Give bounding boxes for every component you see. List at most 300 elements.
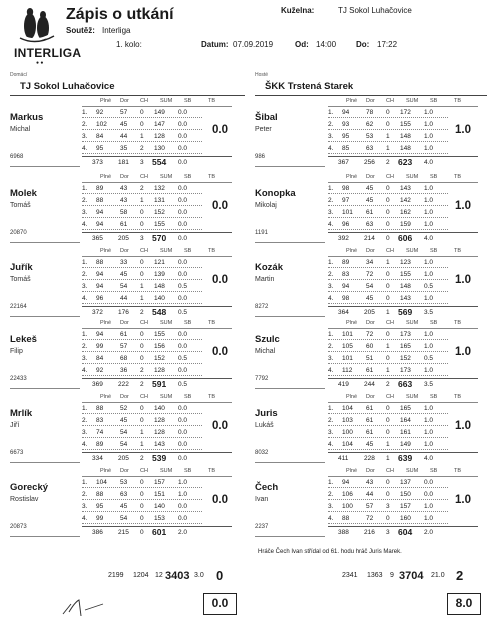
cell: 100 [342, 429, 353, 436]
cell: 100 [342, 503, 353, 510]
cell: 78 [366, 109, 374, 116]
player-registration: 20870 [10, 230, 27, 236]
cell: 88 [96, 491, 104, 498]
cell: 0.0 [178, 185, 188, 192]
cell: 148 [400, 133, 411, 140]
total-cell: 4.0 [424, 455, 434, 462]
cell: 45 [120, 121, 128, 128]
cell: 57 [120, 109, 128, 116]
cell: 1 [140, 295, 144, 302]
cell: 35 [120, 145, 128, 152]
cell: 45 [120, 503, 128, 510]
cell: 1.0 [178, 491, 188, 498]
column-header-sb: SB [430, 174, 438, 180]
cell: 152 [154, 209, 165, 216]
cell: 152 [154, 355, 165, 362]
cell: 0.0 [178, 121, 188, 128]
cell: 61 [366, 367, 374, 374]
player-match-points: 1.0 [455, 346, 471, 358]
total-cell: 205 [118, 235, 129, 242]
cell: 132 [154, 185, 165, 192]
total-cell: 419 [338, 381, 349, 388]
total-cell: 639 [398, 453, 413, 463]
cell: 61 [120, 221, 128, 228]
cell: 61 [366, 209, 374, 216]
cell: 44 [120, 133, 128, 140]
column-header-tb: TB [208, 320, 216, 326]
cell: 105 [342, 343, 353, 350]
column-header-sum: SUM [160, 98, 173, 104]
column-header-tb: TB [454, 98, 462, 104]
player-surname: Szulc [255, 334, 280, 345]
player-match-points: 1.0 [455, 124, 471, 136]
referee-signature [55, 590, 115, 620]
cell: 89 [342, 259, 350, 266]
cell: 3. [82, 355, 88, 362]
cell: 0 [386, 221, 390, 228]
player-name-divider [255, 316, 325, 317]
cell: 1.0 [424, 417, 434, 424]
table-row [328, 353, 448, 364]
cell: 0.0 [178, 343, 188, 350]
cell: 155 [154, 331, 165, 338]
cell: 128 [154, 429, 165, 436]
total-cell: 1 [386, 455, 390, 462]
lane: TJ Sokol Luhačovice [338, 6, 412, 15]
cell: 99 [96, 343, 104, 350]
cell: 1. [82, 405, 88, 412]
cell: 84 [96, 355, 104, 362]
cell: 54 [120, 441, 128, 448]
cell: 157 [400, 503, 411, 510]
total-cell: 388 [338, 529, 349, 536]
total-cell: 2.0 [424, 529, 434, 536]
cell: 94 [342, 479, 350, 486]
cell: 0 [140, 343, 144, 350]
player-match-points: 0.0 [212, 420, 228, 432]
cell: 106 [342, 491, 353, 498]
away-label: Hosté [255, 72, 269, 78]
column-header-tb: TB [454, 320, 462, 326]
player-match-points: 0.0 [212, 274, 228, 286]
column-header-tb: TB [454, 174, 462, 180]
cell: 83 [342, 271, 350, 278]
cell: 1 [386, 367, 390, 374]
column-header-dor: Dor [366, 248, 375, 254]
player-surname: Juris [255, 408, 278, 419]
cell: 103 [342, 417, 353, 424]
player-surname: Gorecký [10, 482, 49, 493]
column-header-dor: Dor [120, 98, 129, 104]
cell: 151 [154, 491, 165, 498]
table-row [328, 329, 448, 340]
cell: 159 [400, 221, 411, 228]
cell: 101 [342, 209, 353, 216]
cell: 3. [82, 429, 88, 436]
cell: 0.0 [178, 405, 188, 412]
column-header-plne: Plné [100, 394, 112, 400]
column-header-sum: SUM [406, 394, 419, 400]
cell: 160 [400, 515, 411, 522]
cell: 128 [154, 133, 165, 140]
cell: 1.0 [424, 331, 434, 338]
cell: 85 [342, 145, 350, 152]
cell: 94 [96, 283, 104, 290]
cell: 0 [140, 271, 144, 278]
cell: 1 [386, 145, 390, 152]
column-header-sb: SB [430, 468, 438, 474]
cell: 33 [120, 259, 128, 266]
column-header-tb: TB [208, 248, 216, 254]
cell: 1. [82, 331, 88, 338]
cell: 2. [82, 343, 88, 350]
cell: 0.0 [178, 417, 188, 424]
cell: 0.0 [178, 367, 188, 374]
cell: 2. [328, 271, 334, 278]
column-header-sb: SB [184, 174, 192, 180]
total-row [328, 306, 478, 317]
away-player-block [0, 172, 495, 246]
total-cell: 0.0 [178, 159, 188, 166]
cell: 1.0 [424, 221, 434, 228]
cell: 45 [366, 185, 374, 192]
away-player-block [0, 246, 495, 320]
cell: 152 [400, 355, 411, 362]
cell: 0.5 [424, 283, 434, 290]
home-total-sb: 3.0 [194, 572, 204, 579]
player-match-points: 1.0 [455, 274, 471, 286]
player-name-divider [255, 388, 325, 389]
cell: 3. [328, 503, 334, 510]
player-surname: Čech [255, 482, 279, 493]
cell: 1.0 [424, 271, 434, 278]
table-row [328, 415, 448, 426]
table-row [328, 107, 448, 118]
total-cell: 244 [364, 381, 375, 388]
cell: 54 [120, 515, 128, 522]
cell: 68 [120, 355, 128, 362]
cell: 61 [366, 405, 374, 412]
away-total-ch: 9 [390, 572, 394, 579]
cell: 4. [328, 145, 334, 152]
cell: 0 [386, 417, 390, 424]
cell: 128 [154, 417, 165, 424]
cell: 72 [366, 271, 374, 278]
total-cell: 411 [338, 455, 349, 462]
total-row [328, 526, 478, 537]
away-team-name: ŠKK Trstená Starek [265, 81, 354, 92]
cell: 2. [82, 197, 88, 204]
cell: 1 [386, 343, 390, 350]
cell: 149 [400, 441, 411, 448]
column-header-dor: Dor [120, 394, 129, 400]
total-cell: 364 [338, 309, 349, 316]
logo-dots: ● ● [36, 60, 44, 66]
column-header-dor: Dor [366, 98, 375, 104]
cell: 1. [328, 331, 334, 338]
cell: 148 [400, 283, 411, 290]
cell: 61 [366, 429, 374, 436]
cell: 123 [400, 259, 411, 266]
cell: 0.0 [178, 271, 188, 278]
cell: 98 [342, 185, 350, 192]
total-cell: 2 [386, 381, 390, 388]
column-header-ch: CH [140, 174, 148, 180]
total-cell: 0.5 [178, 381, 188, 388]
player-match-points: 0.0 [212, 124, 228, 136]
player-first-name: Martin [255, 276, 275, 283]
home-final-score: 0.0 [203, 593, 237, 615]
player-first-name: Tomáš [10, 276, 31, 283]
total-cell: 176 [118, 309, 129, 316]
cell: 54 [120, 283, 128, 290]
player-first-name: Tomáš [10, 202, 31, 209]
total-cell: 601 [152, 527, 167, 537]
column-header-plne: Plné [346, 174, 358, 180]
total-cell: 205 [364, 309, 375, 316]
cell: 43 [366, 479, 374, 486]
column-header-plne: Plné [346, 98, 358, 104]
total-cell: 181 [118, 159, 129, 166]
cell: 60 [366, 343, 374, 350]
cell: 1.0 [424, 515, 434, 522]
cell: 0 [386, 271, 390, 278]
cell: 0 [140, 355, 144, 362]
cell: 93 [342, 121, 350, 128]
cell: 0.0 [178, 429, 188, 436]
player-name-divider [255, 166, 325, 167]
table-row [328, 403, 448, 414]
from: 14:00 [316, 40, 337, 49]
cell: 0 [386, 109, 390, 116]
cell: 84 [96, 133, 104, 140]
cell: 131 [154, 197, 165, 204]
column-header-plne: Plné [100, 98, 112, 104]
total-cell: 623 [398, 157, 413, 167]
cell: 1.0 [424, 343, 434, 350]
cell: 104 [342, 405, 353, 412]
total-cell: 0.5 [178, 309, 188, 316]
cell: 0.0 [178, 295, 188, 302]
total-cell: 215 [118, 529, 129, 536]
total-cell: 591 [152, 379, 167, 389]
cell: 161 [400, 429, 411, 436]
cell: 2. [82, 271, 88, 278]
total-cell: 4.0 [424, 235, 434, 242]
cell: 102 [96, 121, 107, 128]
total-cell: 365 [92, 235, 103, 242]
cell: 0 [140, 221, 144, 228]
player-surname: Šibal [255, 112, 278, 123]
column-header-sum: SUM [406, 174, 419, 180]
cell: 157 [154, 479, 165, 486]
column-header-tb: TB [208, 174, 216, 180]
cell: 2. [82, 121, 88, 128]
cell: 1.0 [424, 145, 434, 152]
home-team-name: TJ Sokol Luhačovice [20, 81, 115, 92]
cell: 94 [96, 221, 104, 228]
player-first-name: Mikolaj [255, 202, 277, 209]
logo-text: INTERLIGA [14, 46, 82, 60]
player-match-points: 1.0 [455, 200, 471, 212]
player-registration: 6673 [10, 450, 24, 456]
column-header-tb: TB [208, 394, 216, 400]
cell: 57 [366, 503, 374, 510]
from-label: Od: [295, 40, 309, 49]
total-cell: 214 [364, 235, 375, 242]
cell: 1.0 [424, 405, 434, 412]
home-total-dor: 1204 [133, 572, 149, 579]
total-cell: 367 [338, 159, 349, 166]
away-player-block [0, 392, 495, 466]
cell: 1. [82, 259, 88, 266]
total-cell: 539 [152, 453, 167, 463]
cell: 162 [400, 209, 411, 216]
cell: 0 [386, 209, 390, 216]
table-row [328, 439, 448, 450]
player-registration: 20873 [10, 524, 27, 530]
cell: 0.0 [178, 209, 188, 216]
cell: 0 [386, 429, 390, 436]
player-surname: Markus [10, 112, 44, 123]
cell: 62 [366, 121, 374, 128]
cell: 97 [342, 197, 350, 204]
cell: 1.0 [424, 367, 434, 374]
cell: 1. [328, 259, 334, 266]
cell: 96 [342, 221, 350, 228]
column-header-sb: SB [184, 98, 192, 104]
column-header-sum: SUM [406, 248, 419, 254]
cell: 1. [328, 479, 334, 486]
cell: 1. [82, 109, 88, 116]
table-row [328, 477, 448, 488]
column-header-plne: Plné [346, 248, 358, 254]
cell: 165 [400, 343, 411, 350]
column-header-sum: SUM [160, 468, 173, 474]
column-header-tb: TB [454, 468, 462, 474]
cell: 53 [366, 133, 374, 140]
away-player-block [0, 318, 495, 392]
player-name-divider [255, 242, 325, 243]
table-row [328, 183, 448, 194]
cell: 1 [386, 441, 390, 448]
cell: 94 [96, 271, 104, 278]
total-row [328, 378, 478, 389]
cell: 143 [400, 185, 411, 192]
column-header-tb: TB [208, 468, 216, 474]
cell: 173 [400, 367, 411, 374]
cell: 61 [366, 417, 374, 424]
cell: 1.0 [424, 197, 434, 204]
cell: 92 [96, 109, 104, 116]
cell: 4. [82, 441, 88, 448]
cell: 3. [82, 209, 88, 216]
total-cell: 216 [364, 529, 375, 536]
table-row [328, 269, 448, 280]
total-cell: 3.5 [424, 309, 434, 316]
cell: 0.0 [178, 503, 188, 510]
date: 07.09.2019 [233, 40, 274, 49]
table-row [328, 281, 448, 292]
total-cell: 0.0 [178, 235, 188, 242]
cell: 0 [140, 259, 144, 266]
column-header-tb: TB [208, 98, 216, 104]
total-row [328, 232, 478, 243]
cell: 155 [400, 271, 411, 278]
player-surname: Kozák [255, 262, 283, 273]
cell: 104 [96, 479, 107, 486]
player-match-points: 1.0 [455, 420, 471, 432]
bowling-pins-icon [14, 6, 58, 46]
column-header-sb: SB [430, 320, 438, 326]
cell: 3. [328, 355, 334, 362]
column-header-dor: Dor [366, 174, 375, 180]
cell: 0.0 [178, 133, 188, 140]
away-total-dor: 1363 [367, 572, 383, 579]
cell: 1 [140, 283, 144, 290]
player-registration: 22164 [10, 304, 27, 310]
cell: 0.0 [178, 331, 188, 338]
cell: 0 [386, 197, 390, 204]
player-registration: 1191 [255, 230, 268, 236]
cell: 140 [154, 405, 165, 412]
home-total-row [95, 567, 270, 583]
total-cell: 369 [92, 381, 103, 388]
column-header-sum: SUM [160, 394, 173, 400]
cell: 143 [400, 295, 411, 302]
to: 17:22 [377, 40, 398, 49]
player-first-name: Filip [10, 348, 23, 355]
cell: 2. [328, 491, 334, 498]
cell: 92 [96, 367, 104, 374]
column-header-dor: Dor [120, 248, 129, 254]
column-header-sb: SB [184, 468, 192, 474]
column-header-plne: Plné [100, 468, 112, 474]
cell: 45 [366, 295, 374, 302]
cell: 0 [386, 355, 390, 362]
column-header-dor: Dor [366, 394, 375, 400]
cell: 4. [82, 515, 88, 522]
player-first-name: Michal [10, 126, 31, 133]
cell: 1 [386, 259, 390, 266]
cell: 72 [366, 331, 374, 338]
cell: 128 [154, 367, 165, 374]
to-label: Do: [356, 40, 370, 49]
cell: 0 [140, 503, 144, 510]
cell: 89 [96, 185, 104, 192]
cell: 0 [386, 479, 390, 486]
total-cell: 205 [118, 455, 129, 462]
cell: 58 [120, 209, 128, 216]
cell: 1.0 [424, 503, 434, 510]
column-header-ch: CH [140, 394, 148, 400]
column-header-ch: CH [140, 320, 148, 326]
cell: 153 [154, 515, 165, 522]
cell: 1. [82, 185, 88, 192]
column-header-dor: Dor [120, 174, 129, 180]
column-header-sb: SB [184, 248, 192, 254]
total-cell: 3 [140, 159, 144, 166]
cell: 99 [96, 515, 104, 522]
cell: 0.5 [424, 355, 434, 362]
cell: 4. [328, 515, 334, 522]
cell: 112 [342, 367, 353, 374]
away-player-block [0, 466, 495, 540]
player-first-name: Jiří [10, 422, 20, 429]
cell: 0.0 [178, 259, 188, 266]
column-header-sum: SUM [406, 98, 419, 104]
cell: 94 [342, 283, 350, 290]
